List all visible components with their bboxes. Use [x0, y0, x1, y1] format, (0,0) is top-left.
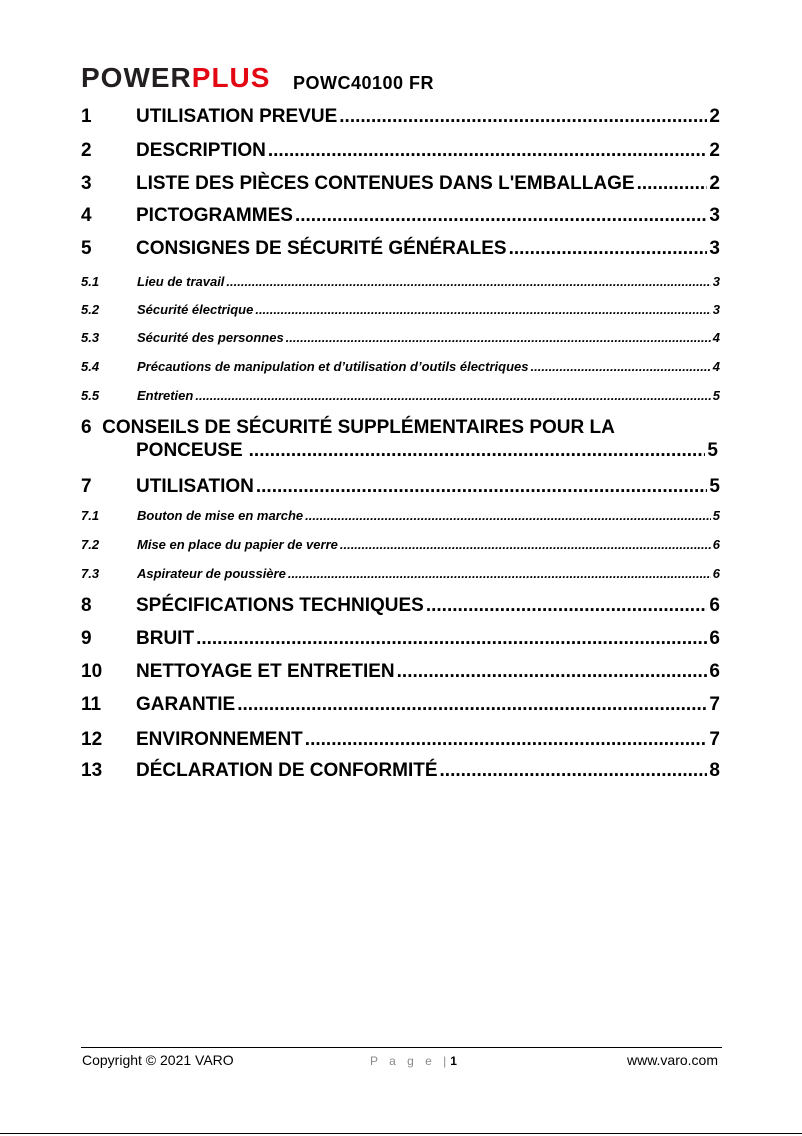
footer-page-indicator: P a g e |1 — [370, 1054, 457, 1068]
toc-entry-3[interactable]: 3 LISTE DES PIÈCES CONTENUES DANS L'EMBALLAGE ..... 2 — [81, 173, 720, 195]
toc-entry-7-3[interactable]: 7.3 Aspirateur de poussière ..... 6 — [81, 566, 720, 581]
toc-entry-13[interactable]: 13 DÉCLARATION DE CONFORMITÉ ..... 8 — [81, 760, 720, 782]
footer-divider — [81, 1047, 722, 1048]
toc-entry-8[interactable]: 8 SPÉCIFICATIONS TECHNIQUES ..... 6 — [81, 595, 720, 617]
toc-entry-5-3[interactable]: 5.3 Sécurité des personnes ..... 4 — [81, 330, 720, 345]
toc-entry-11[interactable]: 11 GARANTIE ..... 7 — [81, 694, 720, 716]
toc-entry-7-2[interactable]: 7.2 Mise en place du papier de verre ..... 6 — [81, 537, 720, 552]
toc-entry-7[interactable]: 7 UTILISATION ..... 5 — [81, 476, 720, 498]
toc-entry-5-5[interactable]: 5.5 Entretien ..... 5 — [81, 388, 720, 403]
page-number: 1 — [450, 1054, 457, 1068]
toc-entry-10[interactable]: 10 NETTOYAGE ET ENTRETIEN ..... 6 — [81, 661, 720, 683]
footer-copyright: Copyright © 2021 VARO — [82, 1052, 234, 1068]
toc-entry-6-line2[interactable]: PONCEUSE ..... 5 — [136, 440, 718, 462]
toc-entry-7-1[interactable]: 7.1 Bouton de mise en marche ..... 5 — [81, 508, 720, 523]
toc-entry-1[interactable]: 1 UTILISATION PREVUE ..... 2 — [81, 106, 720, 128]
powerplus-logo: POWERPLUS — [81, 62, 271, 93]
footer-website: www.varo.com — [626, 1052, 718, 1068]
toc-entry-5[interactable]: 5 CONSIGNES DE SÉCURITÉ GÉNÉRALES ..... 3 — [81, 238, 720, 260]
toc-entry-5-4[interactable]: 5.4 Précautions de manipulation et d’utilisation d’outils électriques ..... 4 — [81, 359, 720, 374]
toc-entry-2[interactable]: 2 DESCRIPTION ..... 2 — [81, 140, 720, 162]
toc-entry-5-1[interactable]: 5.1 Lieu de travail ..... 3 — [81, 274, 720, 289]
toc-entry-12[interactable]: 12 ENVIRONNEMENT ..... 7 — [81, 729, 720, 751]
model-code: POWC40100 FR — [293, 73, 435, 93]
toc-entry-9[interactable]: 9 BRUIT ..... 6 — [81, 628, 720, 650]
toc-entry-4[interactable]: 4 PICTOGRAMMES ..... 3 — [81, 205, 720, 227]
page-bottom-edge — [0, 1133, 802, 1134]
toc-entry-5-2[interactable]: 5.2 Sécurité électrique ..... 3 — [81, 302, 720, 317]
toc-entry-6-line1[interactable]: 6 CONSEILS DE SÉCURITÉ SUPPLÉMENTAIRES POUR LA — [81, 417, 615, 438]
